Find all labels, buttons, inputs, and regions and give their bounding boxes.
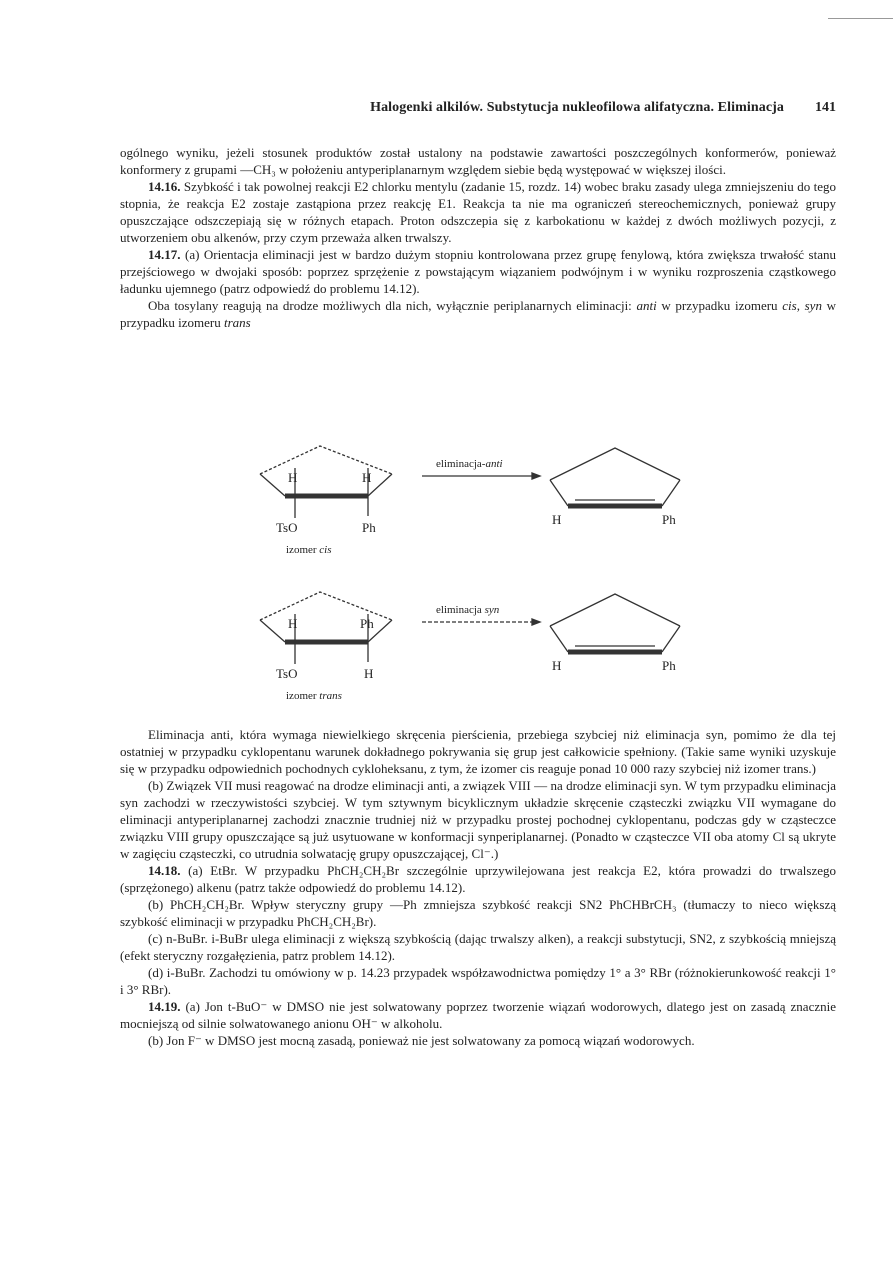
arrow-label-type: syn xyxy=(484,604,500,616)
label-ph: Ph xyxy=(360,616,374,631)
ring-bond-left xyxy=(260,474,285,496)
paragraph-tosylates xyxy=(120,297,836,331)
isomer-label xyxy=(286,544,332,556)
arrow-label xyxy=(436,604,499,616)
product-label-h: H xyxy=(552,658,562,673)
arrow-label-text: eliminacja- xyxy=(436,458,486,470)
paragraph-text: (a) EtBr. W przypadku PhCH₂CH₂Br szczególnie uprzywilejowana jest reakcja E2, która prowadzi do trwalszego (sprzężonego) alkenu (patrz także odpowiedź do problemu 14.12). xyxy=(120,863,836,895)
label-h: H xyxy=(362,470,372,485)
problem-number: 14.16. xyxy=(148,179,181,194)
text-run: , xyxy=(796,298,805,313)
top-rule xyxy=(828,18,893,19)
label-h: H xyxy=(288,616,298,631)
arrow-label-type: anti xyxy=(485,458,503,470)
text-run: trans xyxy=(223,315,251,330)
paragraph-14-18b: (b) PhCH₂CH₂Br. Wpływ steryczny grupy —Ph zmniejsza szybkość reakcji SN2 PhCHBrCH₃ (tłumaczy to nieco większą szybkość eliminacji w przypadku PhCH₂CH₂Br). xyxy=(120,897,836,929)
text-run: w przypadku izomeru xyxy=(656,298,783,313)
ring-bond-left xyxy=(260,620,285,642)
reaction-arrowhead xyxy=(532,619,540,625)
paragraph-14-19a xyxy=(120,998,836,1032)
page-number: 141 xyxy=(815,100,836,115)
product-ring-back xyxy=(550,594,680,626)
ring-bond-right xyxy=(368,474,392,496)
isomer-word: izomer xyxy=(286,690,320,702)
text-run: Oba tosylany reagują na drodze możliwych dla nich, wyłącznie periplanarnych eliminacji: xyxy=(148,298,637,313)
product-ring-right xyxy=(662,626,680,652)
paragraph-text: (a) Orientacja eliminacji jest w bardzo dużym stopniu kontrolowana przez grupę fenylową, która zwiększa trwałość stanu przejściowego w dwojaki sposób: poprzez sprzężenie z powstającym wiązaniem podwójnym i w wyniku rozproszenia cząstkowego ładunku ujemnego (patrz odpowiedź do problemu 14.12). xyxy=(120,247,836,296)
paragraph-anti-syn: Eliminacja anti, która wymaga niewielkiego skręcenia pierścienia, przebiega szybciej niż eliminacja syn, pomimo że dla tej ostatniej w przypadku cyklopentanu warunek dokładnego pokrywania się grup jest całkowicie spełniony. (Takie same wyniki uzyskuje się w przypadku odpowiednich pochodnych cykloheksanu, z tym, że izomer cis reaguje ponad 10 000 razy szybciej niż izomer trans.) xyxy=(120,727,836,776)
isomer-label xyxy=(286,690,342,702)
bottom-text-block xyxy=(120,726,836,1049)
paragraph-14-18d: (d) i-BuBr. Zachodzi tu omówiony w p. 14.23 przypadek współzawodnictwa pomiędzy 1° a 3° RBr (różnokierunkowość reakcji 1° i 3° RBr). xyxy=(120,965,836,997)
paragraph-14-18c: (c) n-BuBr. i-BuBr ulega eliminacji z większą szybkością (dając trwalszy alken), a reakcji substytucji, SN2, z szybkością mniejszą (efekt steryczny rozgałęzienia, patrz problem 14.12). xyxy=(120,931,836,963)
reaction-arrowhead xyxy=(532,473,540,479)
scheme-syn-elimination xyxy=(250,584,720,712)
text-run: w przypadku izomeru xyxy=(120,298,837,330)
text-run: anti xyxy=(636,298,657,313)
label-h: H xyxy=(364,666,374,681)
label-tso: TsO xyxy=(276,520,298,535)
paragraph-14-18a xyxy=(120,862,836,896)
paragraph-text: Szybkość i tak powolnej reakcji E2 chlorku mentylu (zadanie 15, rozdz. 14) wobec braku zasady ulega zmniejszeniu do tego stopnia, że reakcja E2 zostaje zastąpiona przez reakcję E1. Reakcja ta nie ma ograniczeń stereochemicznych, ponieważ grupy opuszczające odszczepiają się w różnych etapach. Proton odszczepia się z karbokationu w każdej z dwóch możliwych pozycji, z utworzeniem obu alkenów, przy czym przeważa alken trwalszy. xyxy=(120,179,836,245)
product-label-h: H xyxy=(552,512,562,527)
paragraph-14-17 xyxy=(120,246,836,297)
problem-number: 14.19. xyxy=(148,999,181,1014)
label-h: H xyxy=(288,470,298,485)
label-ph: Ph xyxy=(362,520,376,535)
top-text-block xyxy=(120,144,836,331)
product-ring-left xyxy=(550,480,568,506)
running-header xyxy=(120,100,836,120)
ring-back-bonds xyxy=(260,446,392,474)
header-title: Halogenki alkilów. Substytucja nukleofilowa alifatyczna. Eliminacja xyxy=(370,100,784,115)
isomer-type: cis xyxy=(319,544,332,556)
isomer-type: trans xyxy=(319,690,342,702)
paragraph-text: (a) Jon t-BuO⁻ w DMSO nie jest solwatowany poprzez tworzenie wiązań wodorowych, dlatego jest on zasadą znacznie mocniejszą od silnie solwatowanego anionu OH⁻ w alkoholu. xyxy=(120,999,836,1031)
arrow-label-text: eliminacja xyxy=(436,604,485,616)
product-ring-left xyxy=(550,626,568,652)
text-run: cis xyxy=(782,298,797,313)
paragraph-14-16 xyxy=(120,178,836,246)
product-ring-right xyxy=(662,480,680,506)
product-label-ph: Ph xyxy=(662,658,676,673)
scheme-anti-elimination xyxy=(250,438,720,566)
problem-number: 14.17. xyxy=(148,247,181,262)
label-tso: TsO xyxy=(276,666,298,681)
text-run: syn xyxy=(804,298,822,313)
paragraph-b-vii-viii: (b) Związek VII musi reagować na drodze eliminacji anti, a związek VIII — na drodze eliminacji syn. W tym przypadku eliminacja syn zachodzi w rzeczywistości szybciej. W tym sztywnym bicyklicznym układzie skręcenie cząsteczki związku VII wymagane do eliminacji antyperiplanarnej zachodzi znacznie trudniej niż w przypadku prostej pochodnej cyklopentanu, podczas gdy w cząsteczce związku VIII grupy opuszczające są już usytuowane w konformacji synperiplanarnej. (Ponadto w cząsteczce VII oba atomy Cl są ukryte w zagięciu cząsteczki, co utrudnia solwatację grupy opuszczającej, Cl⁻.) xyxy=(120,778,836,861)
arrow-label xyxy=(436,458,503,470)
product-label-ph: Ph xyxy=(662,512,676,527)
paragraph-14-19b: (b) Jon F⁻ w DMSO jest mocną zasadą, ponieważ nie jest solwatowany za pomocą wiązań wodorowych. xyxy=(148,1033,695,1048)
product-ring-back xyxy=(550,448,680,480)
problem-number: 14.18. xyxy=(148,863,181,878)
isomer-word: izomer xyxy=(286,544,320,556)
paragraph-continuation: ogólnego wyniku, jeżeli stosunek produktów został ustalony na podstawie zawartości poszczególnych konformerów, ponieważ konformery z grupami —CH₃ w położeniu antyperiplanarnym względem siebie będą występować w większej ilości. xyxy=(120,145,836,177)
